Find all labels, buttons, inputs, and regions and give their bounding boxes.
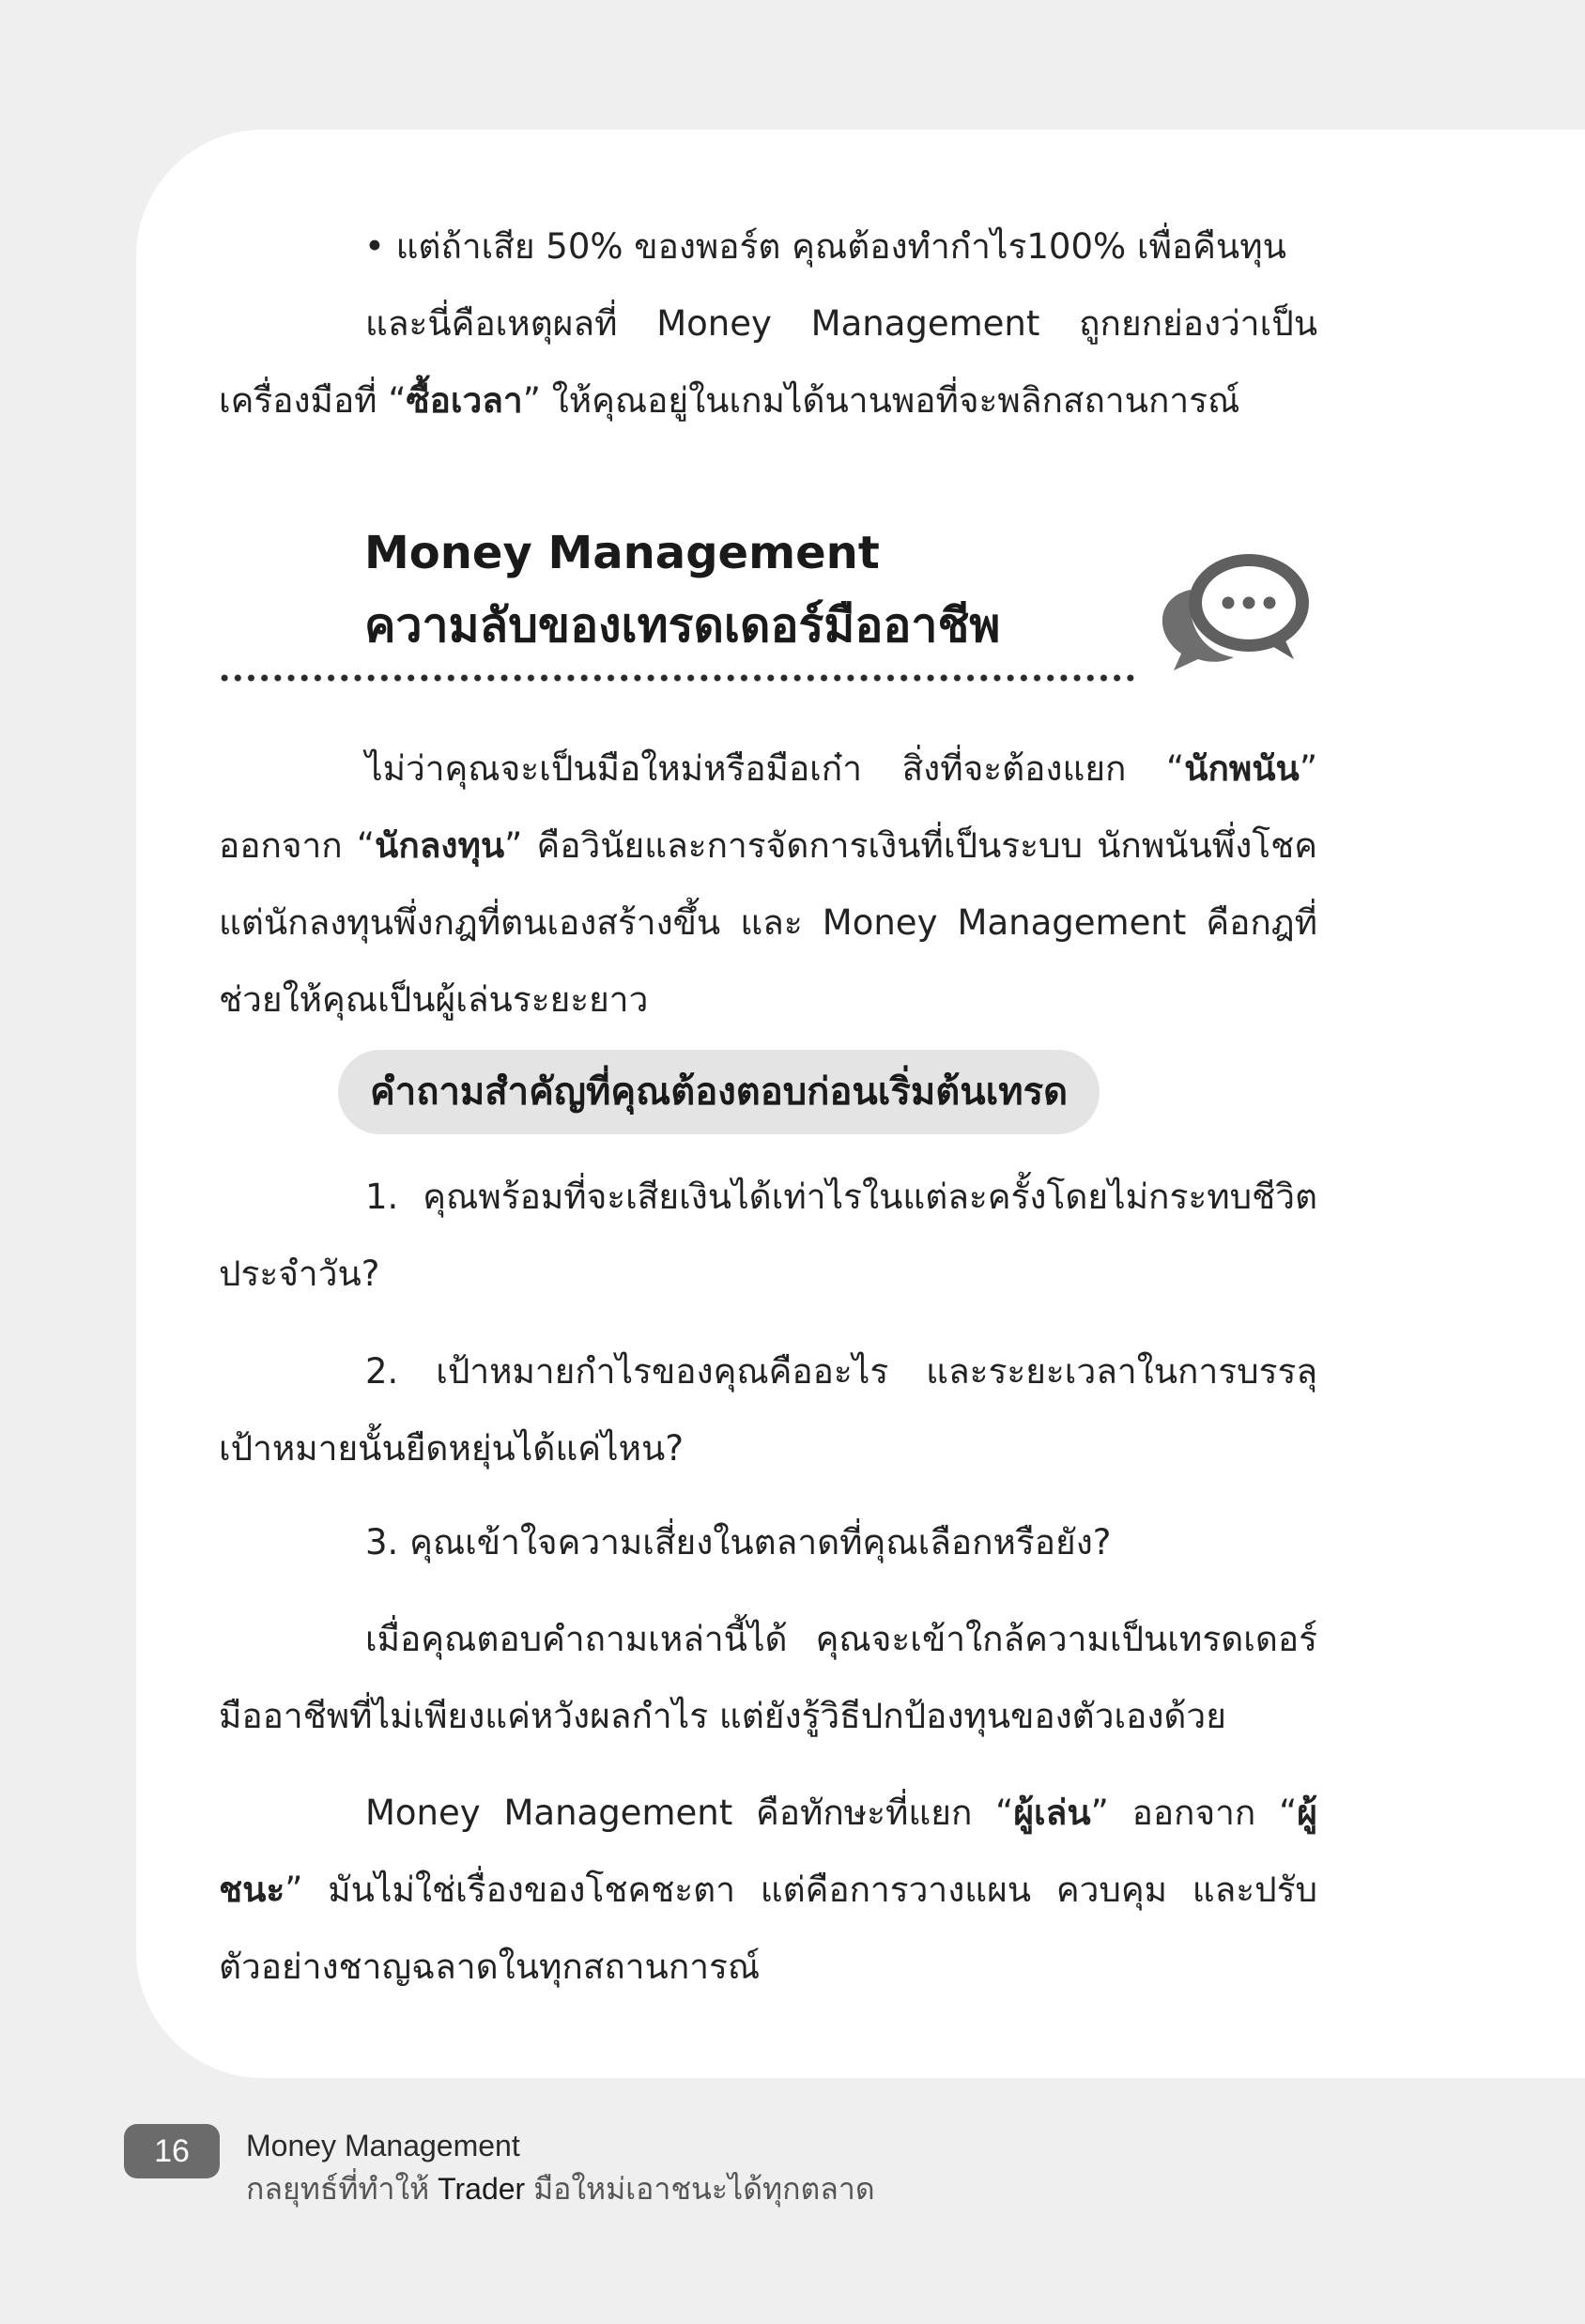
- paragraph-money-management-intro: และนี่คือเหตุผลที่ Money Management ถูกยกย่องว่าเป็นเครื่องมือที่ “ซื้อเวลา” ให้คุณอยู่ในเกมได้นานพอที่จะพลิกสถานการณ์: [219, 303, 1317, 421]
- dotted-divider: [218, 672, 1138, 684]
- intro-paragraph: [219, 285, 1317, 439]
- question-1: 1. คุณพร้อมที่จะเสียเงินได้เท่าไรในแต่ละครั้งโดยไม่กระทบชีวิตประจำวัน?: [219, 1177, 1317, 1294]
- bold-term: ผู้เล่น: [1013, 1793, 1091, 1833]
- chat-bubbles-icon: [1153, 545, 1313, 676]
- questions-heading-pill: คำถามสำคัญที่คุณต้องตอบก่อนเริ่มต้นเทรด: [338, 1050, 1100, 1134]
- page-number: 16: [124, 2124, 220, 2178]
- bold-term: ผู้ชนะ: [219, 1793, 1317, 1910]
- question-2: 2. เป้าหมายกำไรของคุณคืออะไร และระยะเวลาในการบรรลุเป้าหมายนั้นยืดหยุ่นได้แค่ไหน?: [219, 1351, 1317, 1469]
- body-paragraph-1: [219, 731, 1317, 1039]
- bold-term: นักลงทุน: [375, 825, 505, 866]
- running-footer-title: Money Management: [246, 2129, 520, 2162]
- section-title-en: Money Management: [364, 527, 880, 579]
- running-footer-subtitle: กลยุทธ์ที่ทำให้ Trader มือใหม่เอาชนะได้ทุกตลาด: [246, 2172, 875, 2206]
- paragraph-gambler-vs-investor: ไม่ว่าคุณจะเป็นมือใหม่หรือมือเก๋า สิ่งที่จะต้องแยก “นักพนัน” ออกจาก “นักลงทุน” คือวินัยและการจัดการเงินที่เป็นระบบ นักพนันพึ่งโชค แต่นักลงทุนพึ่งกฎที่ตนเองสร้างขึ้น และ Money Management คือกฎที่ช่วยให้คุณเป็นผู้เล่นระยะยาว: [219, 748, 1317, 1020]
- body-paragraph-2: เมื่อคุณตอบคำถามเหล่านี้ได้ คุณจะเข้าใกล้ความเป็นเทรดเดอร์มืออาชีพที่ไม่เพียงแค่หวังผลกำไร แต่ยังรู้วิธีปกป้องทุนของตัวเองด้วย: [219, 1619, 1317, 1736]
- question-3: 3. คุณเข้าใจความเสี่ยงในตลาดที่คุณเลือกหรือยัง?: [365, 1522, 1112, 1562]
- section-title-th: ความลับของเทรดเดอร์มืออาชีพ: [364, 598, 1001, 653]
- section-heading: [364, 518, 1000, 663]
- body-paragraph-3: Money Management คือทักษะที่แยก “ผู้เล่น” ออกจาก “ผู้ชนะ” มันไม่ใช่เรื่องของโชคชะตา แต่คือการวางแผน ควบคุม และปรับตัวอย่างชาญฉลาดในทุกสถานการณ์: [219, 1793, 1317, 1987]
- bullet-point: • แต่ถ้าเสีย 50% ของพอร์ต คุณต้องทำกำไร100% เพื่อคืนทุน: [364, 226, 1286, 267]
- bold-term: นักพนัน: [1184, 748, 1300, 789]
- bold-term: ซื้อเวลา: [406, 380, 523, 421]
